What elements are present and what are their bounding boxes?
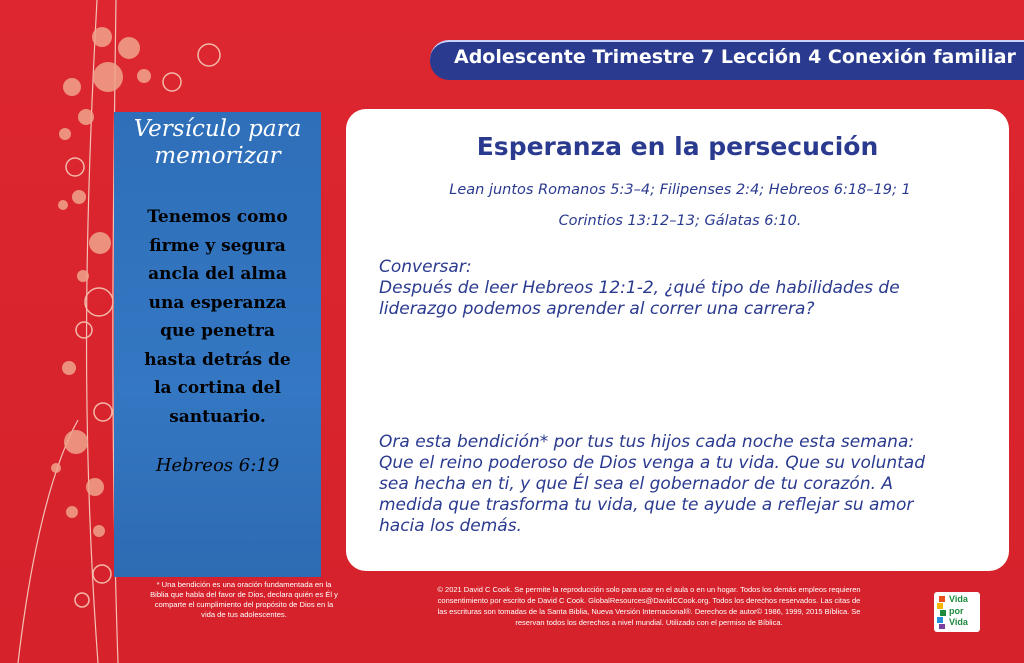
memory-verse-title bbox=[114, 116, 321, 170]
verse-line: ancla del alma bbox=[148, 264, 287, 284]
footnote-line: Biblia que habla del favor de Dios, declara quién es Él y bbox=[150, 590, 338, 599]
lesson-banner-title: Adolescente Trimestre 7 Lección 4 Conexión familiar bbox=[454, 46, 1016, 68]
logo-word: por bbox=[949, 605, 964, 616]
verse-line: que penetra bbox=[160, 321, 275, 341]
decorative-lines bbox=[18, 0, 118, 663]
blessing-footnote bbox=[124, 580, 364, 620]
copyright-notice bbox=[376, 584, 922, 628]
discussion-line: liderazgo podemos aprender al correr una carrera? bbox=[379, 299, 815, 319]
blessing-line: medida que trasforma tu vida, que te ayude a reflejar su amor bbox=[379, 495, 914, 515]
discussion-section bbox=[379, 257, 979, 320]
vida-por-vida-logo bbox=[934, 592, 980, 632]
logo-word: Vida bbox=[949, 617, 968, 627]
blessing-line: sea hecha en ti, y que Él sea el gobernador de tu corazón. A bbox=[379, 474, 894, 494]
footnote-line: * Una bendición es una oración fundamentada en la bbox=[156, 580, 332, 589]
logo-wordmark bbox=[949, 594, 979, 629]
lesson-title: Esperanza en la persecución bbox=[476, 132, 879, 161]
logo-mark-icon bbox=[937, 596, 947, 629]
footnote-line: vida de tus adolescentes. bbox=[201, 610, 287, 619]
copyright-line: consentimiento por escrito de David C Cook. GlobalResources@DavidCCook.org. Todos los derechos reservados. Las citas de bbox=[437, 596, 861, 605]
memory-verse-title-line: memorizar bbox=[154, 143, 281, 169]
discussion-line: Después de leer Hebreos 12:1-2, ¿qué tipo de habilidades de bbox=[379, 278, 900, 298]
readings-line: Lean juntos Romanos 5:3–4; Filipenses 2:4; Hebreos 6:18–19; 1 bbox=[449, 182, 911, 198]
memory-verse-title-line: Versículo para bbox=[133, 116, 302, 142]
verse-line: firme y segura bbox=[149, 235, 286, 256]
memory-verse-text bbox=[114, 203, 321, 431]
copyright-line: las escrituras son tomadas de la Santa Biblia, Nueva Versión Internacional®. Derechos de autor© 1986, 1999, 2015 Bíblica. Se bbox=[437, 607, 861, 616]
blessing-line: Ora esta bendición* por tus tus hijos cada noche esta semana: bbox=[379, 432, 915, 452]
copyright-line: reservan todos los derechos a nivel mundial. Utilizado con el permiso de Bíblica. bbox=[515, 618, 783, 627]
verse-line: santuario. bbox=[169, 406, 266, 427]
footnote-line: comparte el cumplimiento del propósito de Dios en la bbox=[154, 600, 334, 609]
blessing-line: hacia los demás. bbox=[379, 516, 522, 536]
readings-line: Corintios 13:12–13; Gálatas 6:10. bbox=[558, 213, 802, 229]
blessing-line: Que el reino poderoso de Dios venga a tu vida. Que su voluntad bbox=[379, 453, 926, 473]
copyright-line: © 2021 David C Cook. Se permite la reproducción solo para usar en el aula o en un hogar. Todos los demás empleos requieren bbox=[437, 585, 861, 594]
scripture-readings bbox=[400, 175, 960, 237]
discussion-label: Conversar: bbox=[379, 257, 472, 277]
logo-word: Vida bbox=[949, 594, 968, 604]
verse-line: una esperanza bbox=[148, 292, 287, 313]
verse-line: Tenemos como bbox=[147, 207, 288, 227]
memory-verse-reference: Hebreos 6:19 bbox=[155, 455, 280, 476]
verse-line: la cortina del bbox=[154, 378, 281, 398]
blessing-section bbox=[379, 432, 991, 537]
verse-line: hasta detrás de bbox=[144, 349, 291, 370]
